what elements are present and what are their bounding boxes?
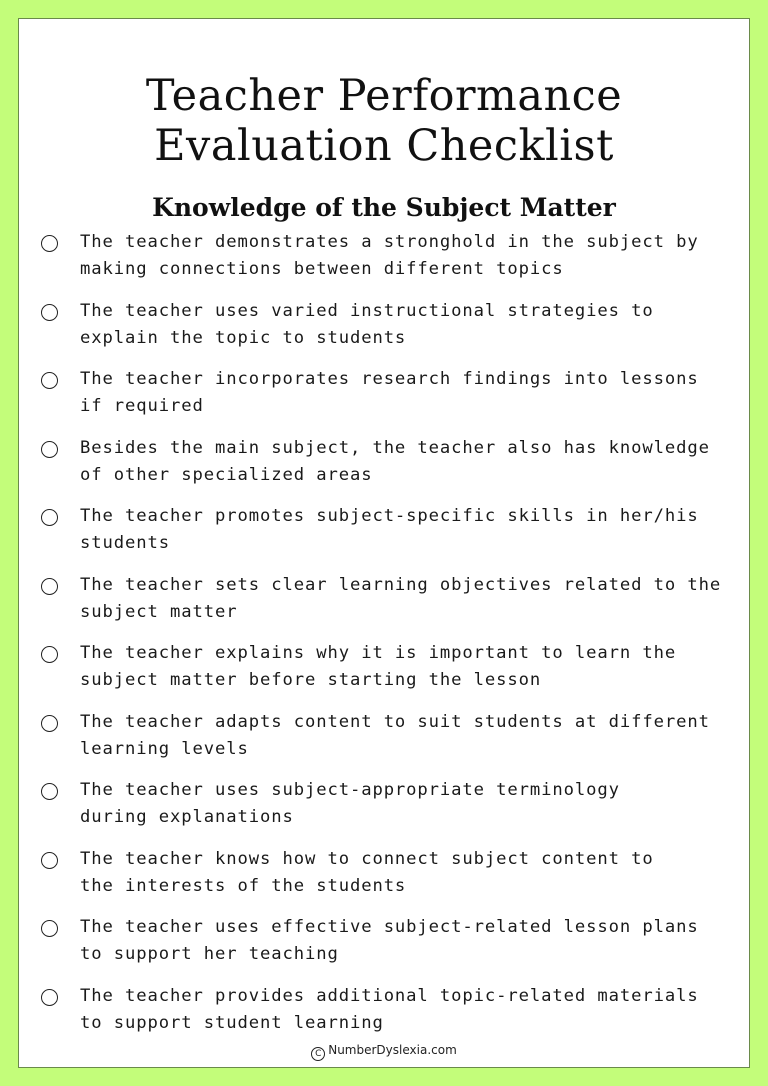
- radio-button[interactable]: [41, 783, 58, 800]
- checklist-item-text: The teacher explains why it is important to learn the subject matter before starting the lesson: [80, 643, 677, 690]
- radio-button[interactable]: [41, 372, 58, 389]
- checklist-item[interactable]: [19, 435, 749, 495]
- copyright-icon: C: [311, 1047, 325, 1061]
- checklist-sheet: [18, 18, 750, 1068]
- page-title-line-1: Teacher Performance: [145, 71, 623, 121]
- radio-button[interactable]: [41, 852, 58, 869]
- radio-button[interactable]: [41, 989, 58, 1006]
- radio-button[interactable]: [41, 646, 58, 663]
- footer-site: NumberDyslexia.com: [328, 1043, 457, 1057]
- checklist-item[interactable]: [19, 229, 749, 289]
- radio-button[interactable]: [41, 441, 58, 458]
- checklist-item[interactable]: [19, 366, 749, 426]
- checklist-item-text: The teacher promotes subject-specific skills in her/his students: [80, 506, 699, 553]
- footer-credit: [19, 1042, 749, 1061]
- checklist-item[interactable]: [19, 914, 749, 974]
- section-heading: Knowledge of the Subject Matter: [152, 193, 616, 222]
- checklist-item-text: The teacher uses effective subject-related lesson plans to support her teaching: [80, 917, 699, 964]
- checklist-item[interactable]: [19, 572, 749, 632]
- radio-button[interactable]: [41, 304, 58, 321]
- checklist-item[interactable]: [19, 640, 749, 700]
- checklist-item-text: The teacher adapts content to suit students at different learning levels: [80, 711, 710, 759]
- checklist-item-text: Besides the main subject, the teacher also has knowledge of other specialized areas: [80, 437, 710, 485]
- checklist-item[interactable]: [19, 777, 749, 837]
- checklist-item-text: The teacher sets clear learning objectives related to the subject matter: [80, 574, 722, 622]
- checklist-item-text: The teacher incorporates research findings into lessons if required: [80, 369, 699, 416]
- checklist-item[interactable]: [19, 846, 749, 906]
- radio-button[interactable]: [41, 235, 58, 252]
- checklist-item-text: The teacher provides additional topic-related materials to support student learning: [80, 985, 699, 1033]
- radio-button[interactable]: [41, 920, 58, 937]
- radio-button[interactable]: [41, 715, 58, 732]
- checklist-item[interactable]: [19, 503, 749, 563]
- checklist-item-text: The teacher demonstrates a stronghold in the subject by making connections between different topics: [80, 232, 699, 279]
- page-title: [19, 71, 749, 171]
- checklist-item[interactable]: [19, 298, 749, 358]
- checklist-item[interactable]: [19, 709, 749, 769]
- checklist-item-text: The teacher uses varied instructional strategies to explain the topic to students: [80, 300, 654, 348]
- checklist-item-text: The teacher knows how to connect subject content to the interests of the students: [80, 848, 654, 896]
- radio-button[interactable]: [41, 578, 58, 595]
- page-title-line-2: Evaluation Checklist: [154, 121, 614, 171]
- radio-button[interactable]: [41, 509, 58, 526]
- checklist-item-text: The teacher uses subject-appropriate terminology during explanations: [80, 780, 620, 827]
- checklist-item[interactable]: [19, 983, 749, 1043]
